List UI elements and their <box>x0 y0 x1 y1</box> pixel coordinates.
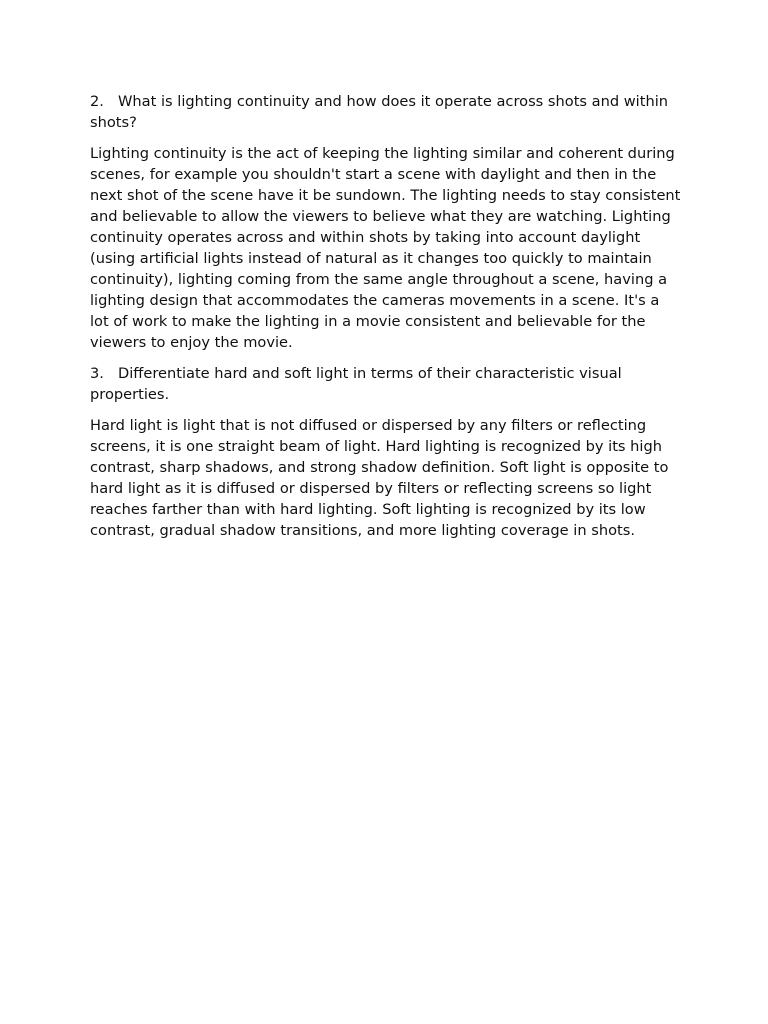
question-3 <box>90 363 682 405</box>
question-number: 2. <box>90 93 104 110</box>
answer-2: Lighting continuity is the act of keeping the lighting similar and coherent during scenes, for example you shouldn't start a scene with daylight and then in the next shot of the scene have it be sundown. The lighting needs to stay consistent and believable to allow the viewers to believe what they are watching. Lighting continuity operates across and within shots by taking into account daylight (using artificial lights instead of natural as it changes too quickly to maintain continuity), lighting coming from the same angle throughout a scene, having a lighting design that accommodates the cameras movements in a scene. It's a lot of work to make the lighting in a movie consistent and believable for the viewers to enjoy the movie. <box>90 145 681 351</box>
question-number: 3. <box>90 365 104 382</box>
question-2 <box>90 91 682 133</box>
answer-3: Hard light is light that is not diffused or dispersed by any filters or reflecting screens, it is one straight beam of light. Hard lighting is recognized by its high contrast, sharp shadows, and strong shadow definition. Soft light is opposite to hard light as it is diffused or dispersed by filters or reflecting screens so light reaches farther than with hard lighting. Soft lighting is recognized by its low contrast, gradual shadow transitions, and more lighting coverage in shots. <box>90 417 669 539</box>
question-text: Differentiate hard and soft light in terms of their characteristic visual properties. <box>90 365 622 403</box>
document-page <box>90 91 682 551</box>
question-text: What is lighting continuity and how does it operate across shots and within shots? <box>90 93 669 131</box>
